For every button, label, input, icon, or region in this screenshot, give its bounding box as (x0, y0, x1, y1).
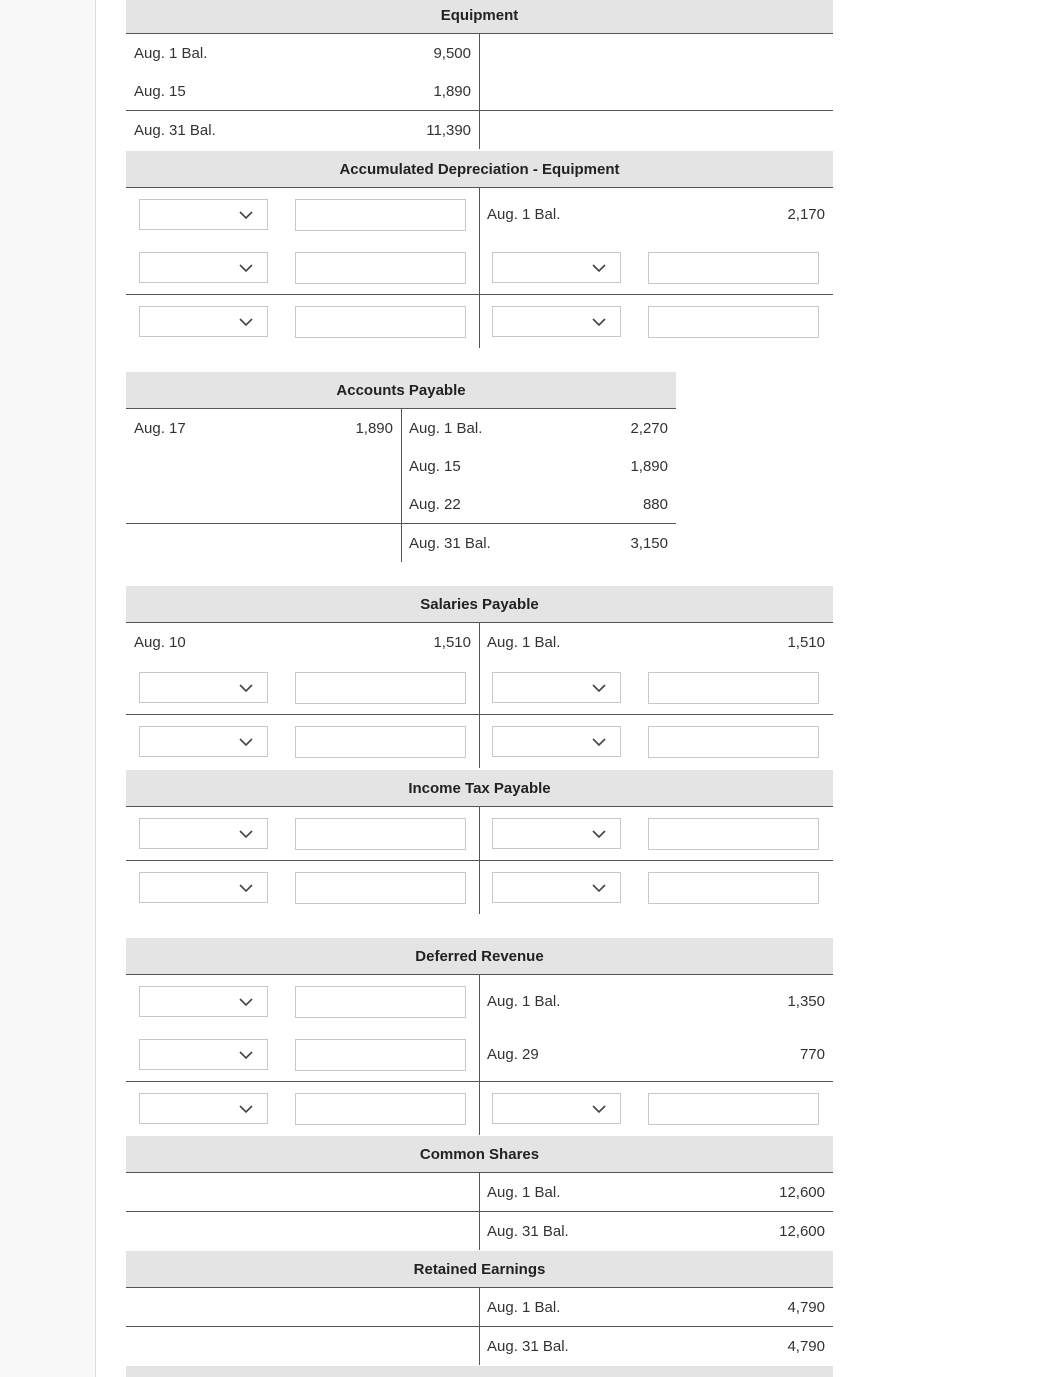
chevron-down-icon (238, 880, 254, 896)
chevron-down-icon (238, 314, 254, 330)
credit-balance-select[interactable] (492, 306, 621, 337)
entry-amount: 1,350 (787, 993, 825, 1010)
entry-amount: 1,510 (433, 633, 471, 651)
chevron-down-icon (238, 734, 254, 750)
credit-balance-select[interactable] (492, 1093, 621, 1124)
entry-amount: 9,500 (433, 44, 471, 62)
debit-balance-select[interactable] (139, 726, 268, 757)
balance-label: Aug. 31 Bal. (134, 121, 216, 139)
next-account-header-cutoff (126, 1366, 833, 1377)
chevron-down-icon (238, 1047, 254, 1063)
debit-balance-select[interactable] (139, 872, 268, 903)
entry-label: Aug. 1 Bal. (409, 419, 483, 437)
debit-date-select[interactable] (139, 252, 268, 283)
balance-label: Aug. 31 Bal. (487, 1222, 569, 1240)
entry-label: Aug. 22 (409, 495, 461, 513)
balance-amount: 3,150 (630, 534, 668, 552)
entry-amount: 1,890 (433, 82, 471, 100)
t-account-equipment (126, 0, 833, 149)
debit-amount-input[interactable] (295, 1039, 466, 1071)
chevron-down-icon (591, 314, 607, 330)
debit-date-select[interactable] (139, 199, 268, 230)
entry-amount: 770 (799, 1046, 825, 1063)
credit-balance-input[interactable] (648, 872, 819, 904)
entry-label: Aug. 15 (134, 82, 186, 100)
credit-amount-input[interactable] (648, 252, 819, 284)
entry-label: Aug. 15 (409, 457, 461, 475)
credit-balance-input[interactable] (648, 306, 819, 338)
debit-balance-select[interactable] (139, 1093, 268, 1124)
debit-balance-input[interactable] (295, 872, 466, 904)
debit-date-select[interactable] (139, 1039, 268, 1070)
entry-amount: 4,790 (787, 1298, 825, 1316)
t-account-accounts-payable (126, 372, 676, 562)
balance-label: Aug. 31 Bal. (409, 534, 491, 552)
entry-amount: 880 (642, 495, 668, 513)
chevron-down-icon (238, 207, 254, 223)
entry-label: Aug. 1 Bal. (487, 1298, 561, 1316)
account-title: Equipment (126, 0, 833, 34)
balance-label: Aug. 31 Bal. (487, 1337, 569, 1355)
chevron-down-icon (591, 734, 607, 750)
account-title: Accounts Payable (126, 372, 676, 409)
debit-balance-input[interactable] (295, 306, 466, 338)
chevron-down-icon (591, 680, 607, 696)
debit-date-select[interactable] (139, 818, 268, 849)
t-account-deferred-revenue (126, 938, 833, 1135)
entry-amount: 1,890 (630, 457, 668, 475)
entry-label: Aug. 1 Bal. (487, 206, 561, 223)
debit-date-select[interactable] (139, 986, 268, 1017)
entry-label: Aug. 10 (134, 633, 186, 651)
credit-date-select[interactable] (492, 252, 621, 283)
entry-label: Aug. 1 Bal. (487, 1183, 561, 1201)
left-pane (0, 0, 96, 1377)
chevron-down-icon (591, 260, 607, 276)
debit-amount-input[interactable] (295, 818, 466, 850)
chevron-down-icon (238, 1101, 254, 1117)
account-title: Salaries Payable (126, 586, 833, 623)
chevron-down-icon (591, 1101, 607, 1117)
credit-balance-select[interactable] (492, 872, 621, 903)
entry-amount: 2,270 (630, 419, 668, 437)
chevron-down-icon (238, 826, 254, 842)
t-account-accumulated-depreciation (126, 151, 833, 348)
entry-amount: 12,600 (779, 1183, 825, 1201)
balance-amount: 12,600 (779, 1222, 825, 1240)
account-title: Accumulated Depreciation - Equipment (126, 151, 833, 188)
debit-date-select[interactable] (139, 672, 268, 703)
account-title: Income Tax Payable (126, 770, 833, 807)
entry-amount: 1,890 (355, 419, 393, 437)
entry-amount: 1,510 (787, 633, 825, 651)
debit-balance-input[interactable] (295, 1093, 466, 1125)
entry-label: Aug. 1 Bal. (134, 44, 208, 62)
entry-amount: 2,170 (787, 206, 825, 223)
credit-date-select[interactable] (492, 672, 621, 703)
credit-date-select[interactable] (492, 818, 621, 849)
account-title: Deferred Revenue (126, 938, 833, 975)
debit-balance-input[interactable] (295, 726, 466, 758)
balance-amount: 4,790 (787, 1337, 825, 1355)
balance-amount: 11,390 (426, 121, 471, 139)
chevron-down-icon (238, 260, 254, 276)
debit-amount-input[interactable] (295, 199, 466, 231)
debit-amount-input[interactable] (295, 672, 466, 704)
credit-amount-input[interactable] (648, 818, 819, 850)
entry-label: Aug. 1 Bal. (487, 633, 561, 651)
account-title: Common Shares (126, 1136, 833, 1173)
debit-amount-input[interactable] (295, 986, 466, 1018)
account-title: Retained Earnings (126, 1251, 833, 1288)
chevron-down-icon (591, 880, 607, 896)
debit-amount-input[interactable] (295, 252, 466, 284)
entry-label: Aug. 17 (134, 419, 186, 437)
entry-label: Aug. 29 (487, 1046, 539, 1063)
t-account-salaries-payable (126, 586, 833, 768)
credit-balance-input[interactable] (648, 726, 819, 758)
credit-balance-input[interactable] (648, 1093, 819, 1125)
credit-amount-input[interactable] (648, 672, 819, 704)
entry-label: Aug. 1 Bal. (487, 993, 561, 1010)
debit-balance-select[interactable] (139, 306, 268, 337)
t-account-retained-earnings (126, 1251, 833, 1365)
t-account-common-shares (126, 1136, 833, 1250)
chevron-down-icon (238, 994, 254, 1010)
credit-balance-select[interactable] (492, 726, 621, 757)
t-account-income-tax-payable (126, 770, 833, 914)
chevron-down-icon (238, 680, 254, 696)
chevron-down-icon (591, 826, 607, 842)
